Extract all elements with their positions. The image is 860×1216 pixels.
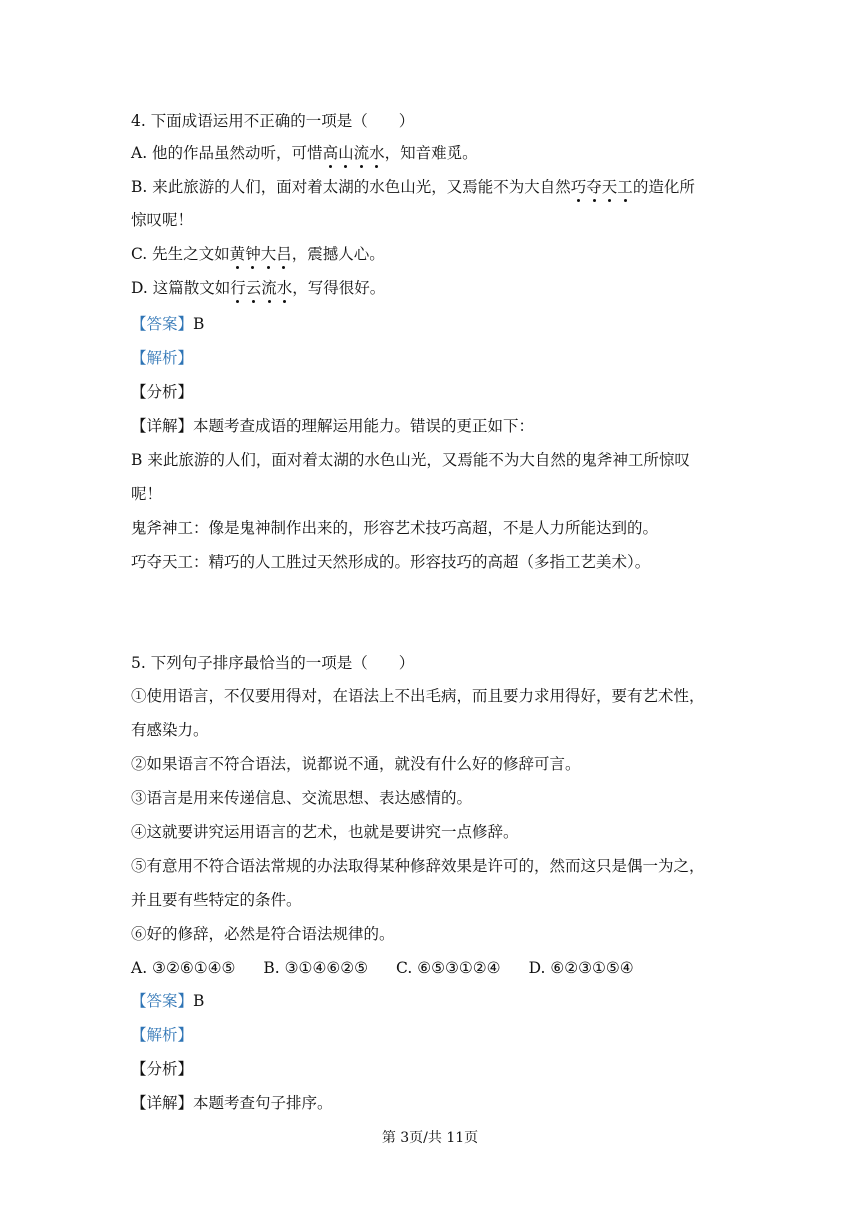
q4-correction: B 来此旅游的人们，面对着太湖的水色山光，又焉能不为大自然的鬼斧神工所惊叹 [131, 451, 690, 469]
q4-fenxi: 【分析】 [131, 383, 194, 401]
q5-option-d: D. ⑥②③①⑤④ [528, 959, 634, 977]
answer-value: B [193, 315, 205, 333]
q5-options [131, 957, 662, 979]
dotted-idiom [230, 279, 292, 297]
q4-definition-1: 鬼斧神工：像是鬼神制作出来的，形容艺术技巧高超，不是人力所能达到的。 [131, 519, 659, 537]
emphasis-char: 工 [617, 178, 633, 196]
q5-option-c: C. ⑥⑤③①②④ [396, 959, 501, 977]
q4-stem: 4. 下面成语运用不正确的一项是（ ） [131, 112, 415, 130]
emphasis-char: 夺 [586, 178, 602, 196]
q5-option-b: B. ③①④⑥②⑤ [263, 959, 369, 977]
q5-detail: 【详解】本题考查句子排序。 [131, 1094, 333, 1112]
emphasis-char: 吕 [276, 245, 292, 263]
q5-analysis-tag: 【解析】 [131, 1026, 194, 1044]
emphasis-char: 云 [245, 279, 262, 297]
q5-sentence-2: ②如果语言不符合语法，说都说不通，就没有什么好的修辞可言。 [131, 755, 581, 773]
emphasis-char: 流 [261, 279, 277, 297]
emphasis-char: 天 [601, 178, 618, 196]
q5-sentence-1-cont: 有感染力。 [131, 721, 209, 739]
q4-definition-2: 巧夺天工：精巧的人工胜过天然形成的。形容技巧的高超（多指工艺美术）。 [131, 553, 651, 571]
emphasis-char: 山 [338, 144, 354, 162]
q4-option-b-cont: 惊叹呢！ [131, 211, 194, 229]
q5-sentence-5: ⑤有意用不符合语法常规的办法取得某种修辞效果是许可的，然而这只是偶一为之， [131, 857, 705, 875]
q5-sentence-5-cont: 并且要有些特定的条件。 [131, 891, 302, 909]
emphasis-char: 水 [276, 279, 293, 297]
dotted-idiom [230, 245, 292, 263]
q4-answer [131, 313, 204, 335]
q4-analysis-tag: 【解析】 [131, 349, 194, 367]
q4-detail: 【详解】本题考查成语的理解运用能力。错误的更正如下： [131, 417, 535, 435]
emphasis-char: 钟 [245, 245, 261, 263]
emphasis-char: 流 [353, 144, 370, 162]
q5-stem: 5. 下列句子排序最恰当的一项是（ ） [131, 654, 415, 672]
emphasis-char: 黄 [229, 245, 246, 263]
q4-option-d: D. 这篇散文如行云流水，写得很好。 [131, 279, 386, 297]
q5-sentence-3: ③语言是用来传递信息、交流思想、表达感情的。 [131, 789, 473, 807]
q4-option-a: A. 他的作品虽然动听，可惜高山流水，知音难觅。 [131, 144, 478, 162]
dotted-idiom [323, 144, 385, 162]
q4-correction-cont: 呢！ [131, 485, 163, 503]
answer-value: B [193, 992, 205, 1010]
dotted-idiom [571, 178, 633, 196]
q5-sentence-6: ⑥好的修辞，必然是符合语法规律的。 [131, 925, 395, 943]
emphasis-char: 巧 [570, 178, 587, 196]
emphasis-char: 大 [260, 245, 277, 263]
emphasis-char: 水 [369, 144, 385, 162]
q5-fenxi: 【分析】 [131, 1060, 194, 1078]
answer-tag: 【答案】 [131, 315, 194, 333]
q5-sentence-1: ①使用语言，不仅要用得对，在语法上不出毛病，而且要力求用得好，要有艺术性， [131, 687, 705, 705]
q5-option-a: A. ③②⑥①④⑤ [131, 959, 236, 977]
answer-tag: 【答案】 [131, 992, 194, 1010]
page-footer: 第 3页/共 11页 [381, 1130, 479, 1146]
q5-answer [131, 990, 204, 1012]
q4-option-c: C. 先生之文如黄钟大吕，震撼人心。 [131, 245, 385, 263]
emphasis-char: 行 [230, 279, 246, 297]
q5-sentence-4: ④这就要讲究运用语言的艺术，也就是要讲究一点修辞。 [131, 823, 519, 841]
emphasis-char: 高 [322, 144, 339, 162]
q4-option-b: B. 来此旅游的人们，面对着太湖的水色山光，又焉能不为大自然巧夺天工的造化所 [131, 178, 695, 196]
